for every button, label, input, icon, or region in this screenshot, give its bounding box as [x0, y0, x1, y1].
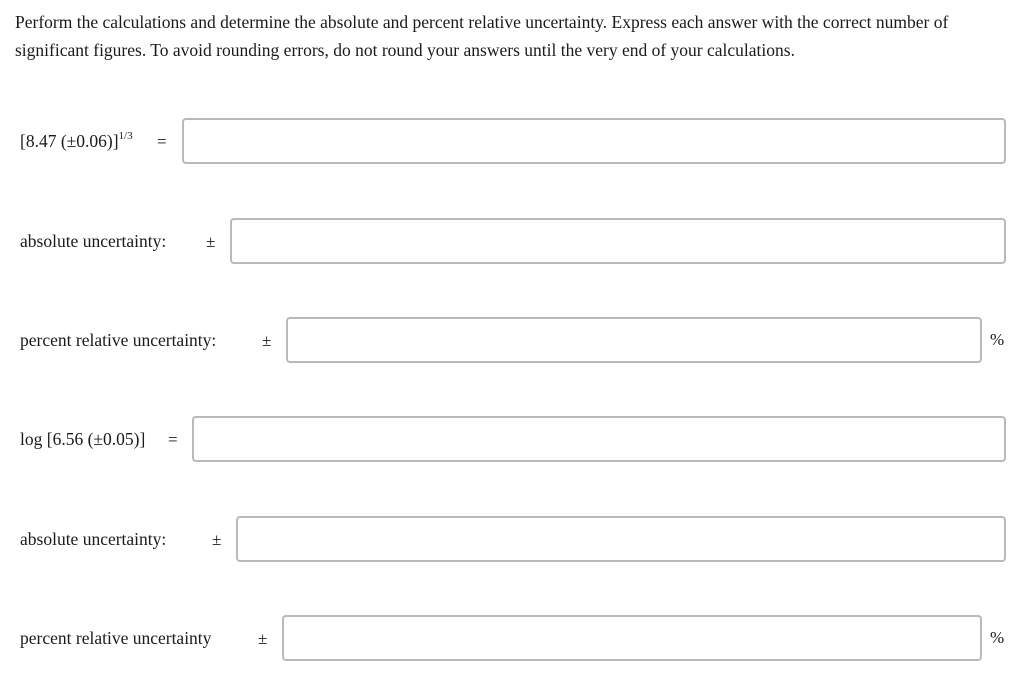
- cube-root-exponent: 1/3: [118, 130, 133, 143]
- percent-unit: %: [990, 330, 1005, 349]
- cube-root-answer-input[interactable]: [182, 118, 1006, 164]
- equals-sign: =: [157, 132, 167, 151]
- abs-uncertainty-label-2: absolute uncertainty:: [20, 529, 167, 549]
- abs-uncertainty-input-2[interactable]: [236, 516, 1006, 562]
- cube-root-label: [8.47 (±0.06)]: [20, 131, 119, 151]
- plus-minus-sign: ±: [212, 530, 222, 549]
- instructions-text: Perform the calculations and determine the absolute and percent relative uncertainty. Express each answer with the correct number of significant figures. To avoid rounding errors, do not round your answers until the very end of your calculations.: [15, 12, 949, 60]
- pct-uncertainty-row-1: [0, 317, 1024, 363]
- log-row: [0, 416, 1024, 462]
- cube-root-expression: [20, 118, 133, 164]
- pct-uncertainty-label-2: percent relative uncertainty: [20, 628, 212, 648]
- abs-uncertainty-row-1: [0, 218, 1024, 264]
- abs-uncertainty-row-2: [0, 516, 1024, 562]
- pct-uncertainty-input-1[interactable]: [286, 317, 982, 363]
- log-answer-input[interactable]: [192, 416, 1006, 462]
- abs-uncertainty-input-1[interactable]: [230, 218, 1006, 264]
- pct-uncertainty-label-1: percent relative uncertainty:: [20, 330, 217, 350]
- plus-minus-sign: ±: [258, 629, 268, 648]
- cube-root-row: [0, 118, 1024, 164]
- plus-minus-sign: ±: [262, 331, 272, 350]
- log-expression-label: log [6.56 (±0.05)]: [20, 429, 146, 449]
- abs-uncertainty-label-1: absolute uncertainty:: [20, 231, 167, 251]
- equals-sign: =: [168, 430, 178, 449]
- percent-unit: %: [990, 628, 1005, 647]
- pct-uncertainty-input-2[interactable]: [282, 615, 982, 661]
- pct-uncertainty-row-2: [0, 615, 1024, 661]
- plus-minus-sign: ±: [206, 232, 216, 251]
